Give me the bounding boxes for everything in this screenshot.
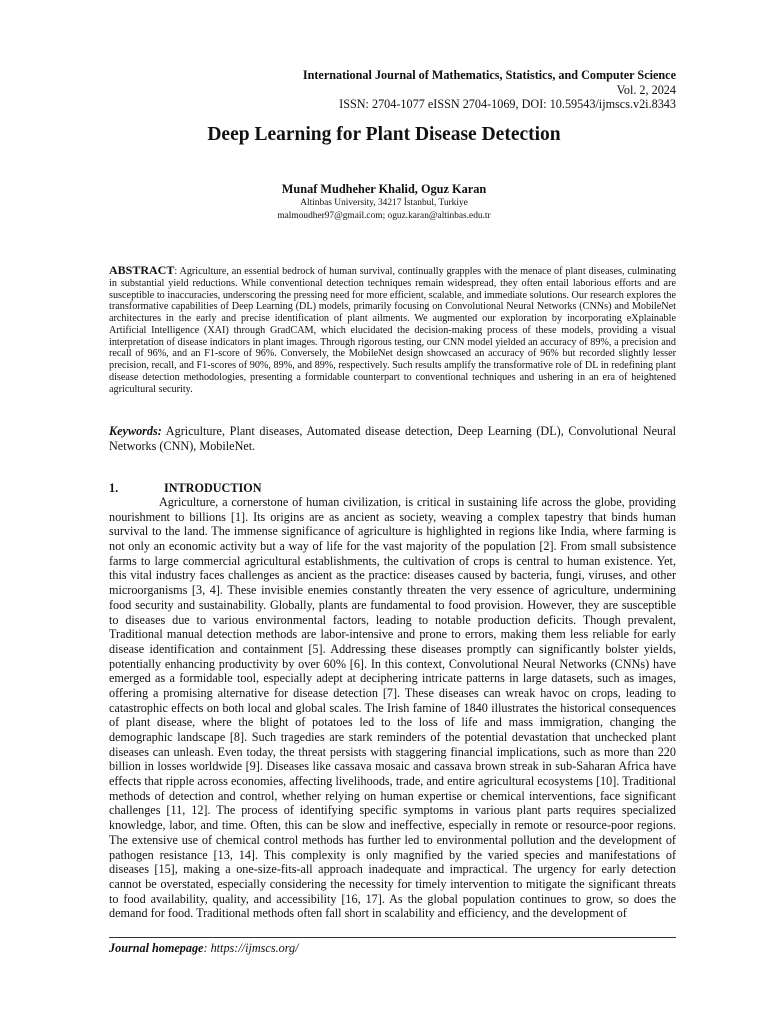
keywords-text: Agriculture, Plant diseases, Automated disease detection, Deep Learning (DL), Convolutional Neural Networks (CNN), MobileNet. — [109, 424, 676, 453]
authors: Munaf Mudheher Khalid, Oguz Karan — [281, 182, 487, 196]
abstract — [109, 265, 676, 395]
author-block — [0, 182, 768, 223]
footer-divider — [109, 937, 676, 938]
keywords — [109, 424, 676, 454]
paper-title: Deep Learning for Plant Disease Detection — [207, 124, 561, 145]
journal-name: International Journal of Mathematics, Statistics, and Computer Science — [302, 68, 676, 82]
introduction-paragraph: Agriculture, a cornerstone of human civilization, is critical in sustaining life across the globe, providing nourishment to billions [1]. Its origins are as ancient as society, weaving a complex tapestry that binds human survival to the land. The immense significance of agriculture is highlighted in regions like India, where farming is not only an economic activity but a way of life for the vast majority of the population [2]. From small subsistence farms to large commercial agricultural establishments, the cultivation of crops is central to human existence. Yet, this vital industry faces challenges as ancient as the practice: diseases caused by bacteria, fungi, viruses, and other microorganisms [3, 4]. These invisible enemies constantly threaten the very essence of agriculture, undermining food security and sustainability. Globally, plants are fundamental to food provision. However, they are susceptible to diseases due to various environmental factors, leading to notable production deficits. Though prevalent, Traditional manual detection methods are labor-intensive and prone to errors, making them less reliable for early disease identification and containment [5]. Addressing these diseases promptly can significantly bolster yields, potentially enhancing productivity by over 60% [6]. In this context, Convolutional Neural Networks (CNNs) have emerged as a formidable tool, especially adept at deciphering intricate patterns in large datasets, such as images, offering a promising alternative for disease detection [7]. These diseases can wreak havoc on crops, leading to catastrophic effects on both local and global scales. The Irish famine of 1840 illustrates the historical consequences of plant disease, where the blight of potatoes led to the loss of life and mass immigration, changing the demographic landscape [8]. Such tragedies are stark reminders of the potential devastation that unchecked plant diseases can unleash. Even today, the threat persists with staggering financial implications, such as more than 220 billion in losses worldwide [9]. Diseases like cassava mosaic and cassava brown streak in sub-Saharan Africa have effects that ripple across economies, affecting livelihoods, trade, and entire agricultural ecosystems [10]. Traditional methods of detection and control, whether relying on human expertise or chemical interventions, face significant challenges [11, 12]. The process of identifying specific symptoms in various plant parts requires specialized knowledge, labor, and time. Often, this can be slow and ineffective, especially in remote or resource-poor regions. The extensive use of chemical control methods has further led to environmental pollution and the development of pathogen resistance [13, 14]. This complexity is only magnified by the varied species and manifestations of diseases [15], making a one-size-fits-all approach inadequate and impractical. The urgency for early detection cannot be overstated, especially considering the necessity for timely intervention to mitigate the significant threats to food availability, quality, and accessibility [16, 17]. As the global population continues to grow, so does the demand for food. Traditional methods often fall short in scalability and efficiency, and the development of — [109, 495, 676, 921]
section-number: 1. — [109, 481, 119, 495]
abstract-label: ABSTRACT — [109, 263, 175, 277]
section-heading-introduction — [109, 481, 262, 496]
author-emails: malmoudher97@gmail.com; oguz.karan@altinbas.edu.tr — [277, 211, 491, 221]
abstract-text: : Agriculture, an essential bedrock of human survival, continually grapples with the menace of plant diseases, culminating in substantial yield reductions. While conventional detection techniques remain widespread, they often entail laborious efforts and are susceptible to inaccuracies, underscoring the pressing need for more efficient, scalable, and immediate solutions. Our research explores the transformative capabilities of Deep Learning (DL) models, primarily focusing on Convolutional Neural Networks (CNNs) and MobileNet architectures in the early and precise identification of plant ailments. We augmented our exploration by incorporating eXplainable Artificial Intelligence (XAI) through GradCAM, which elucidated the decision-making process of these models, providing a visual interpretation of disease indicators in plant images. Through rigorous testing, our CNN model yielded an accuracy of 89%, a precision and recall of 96%, and an F1-score of 96%. Conversely, the MobileNet design showcased an accuracy of 96% but recorded slightly lesser precision, recall, and F1-scores of 90%, 89%, and 89%, respectively. Such results amplify the transformative role of DL in redefining plant disease detection methodologies, presenting a formidable counterpart to conventional techniques and ushering in an era of heightened agricultural security. — [109, 266, 676, 395]
journal-volume: Vol. 2, 2024 — [616, 82, 676, 97]
section-title: INTRODUCTION — [164, 481, 262, 495]
keywords-label: Keywords: — [109, 424, 162, 438]
journal-issn-doi: ISSN: 2704-1077 eISSN 2704-1069, DOI: 10.59543/ijmscs.v2i.8343 — [339, 97, 676, 112]
journal-header — [303, 68, 676, 112]
footer-label: Journal homepage — [109, 941, 204, 955]
affiliation: Altinbas University, 34217 İstanbul, Turkiye — [300, 198, 468, 208]
journal-homepage-link[interactable]: : https://ijmscs.org/ — [203, 941, 299, 955]
footer — [109, 941, 299, 956]
